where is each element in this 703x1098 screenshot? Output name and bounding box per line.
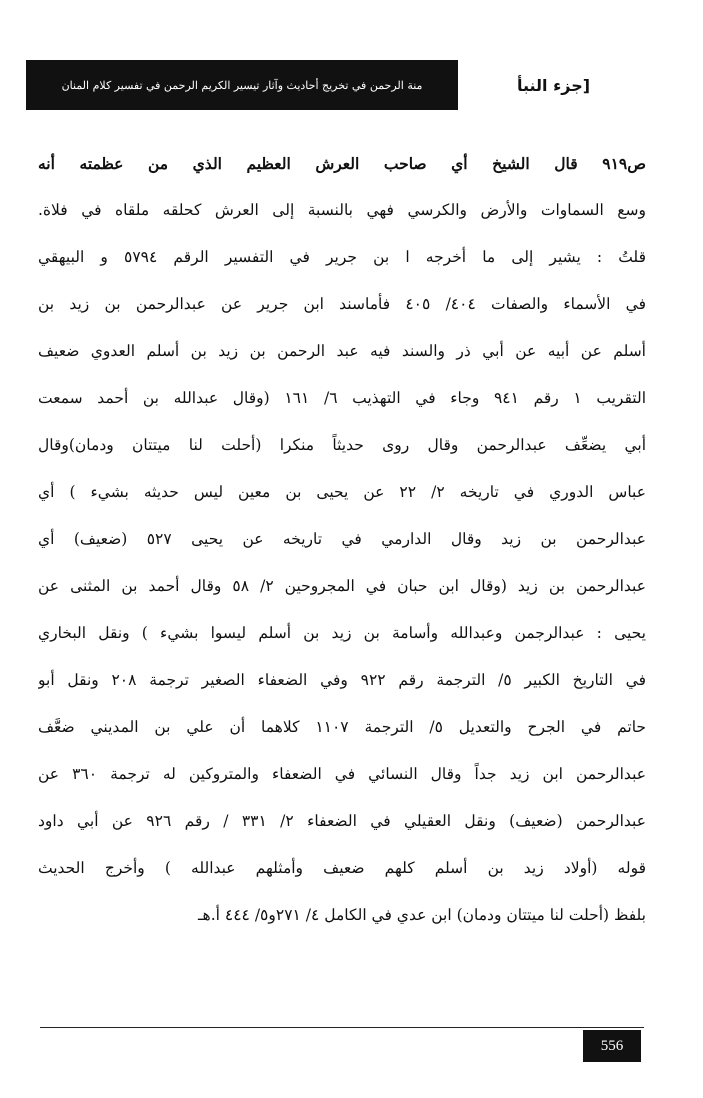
text-line: قلتُ : يشير إلى ما أخرجه ا بن جرير في التفسير الرقم ٥٧٩٤ و البيهقي [38,248,646,266]
text-line: التقريب ١ رقم ٩٤١ وجاء في التهذيب ٦/ ١٦١ (وقال عبدالله بن أحمد سمعت [38,389,646,407]
part-label: [جزء النبأ [516,75,591,95]
text-line: بلفظ (أحلت لنا ميتتان ودمان) ابن عدي في الكامل ٤/ ٢٧١و٥/ ٤٤٤ أ.هـ [198,906,646,924]
text-line: يحيى : عبدالرجمن وعبدالله وأسامة بن زيد بن أسلم ليسوا بشيء ) ونقل البخاري [38,624,646,642]
text-line: أبي يضعِّف عبدالرحمن وقال روى حديثاً منكرا (أحلت لنا ميتتان ودمان)وقال [38,436,646,454]
text-line: عباس الدوري في تاريخه ٢/ ٢٢ عن يحيى بن معين ليس حديثه بشيء ) أي [38,483,646,501]
text-line: قوله (أولاد زيد بن أسلم كلهم ضعيف وأمثلهم عبدالله ) وأخرج الحديث [38,859,646,877]
page-number: 556 [583,1030,641,1062]
book-title-banner: منة الرحمن في تخريج أحاديث وآثار تيسير الكريم الرحمن في تفسير كلام المنان [26,60,458,110]
footer-divider [40,1027,644,1028]
text-line: أسلم عن أبيه عن أبي ذر والسند فيه عبد الرحمن بن زيد بن أسلم العدوي ضعيف [38,342,646,360]
text-line: حاتم في الجرح والتعديل ٥/ الترجمة ١١٠٧ كلاهما أن علي بن المديني ضعَّف [38,718,646,736]
text-line: ص٩١٩ قال الشيخ أي صاحب العرش العظيم الذي من عظمته أنه [38,154,646,173]
text-line: وسع السماوات والأرض والكرسي فهي بالنسبة إلى العرش كحلقه ملقاه في فلاة. [38,201,646,219]
page-header [26,60,649,110]
text-line: في الأسماء والصفات ٤٠٤/ ٤٠٥ فأماسند ابن جرير عن عبدالرحمن بن زيد بن [38,295,646,313]
page-body [38,140,646,939]
text-line: عبدالرحمن (ضعيف) ونقل العقيلي في الضعفاء ٢/ ٣٣١ / رقم ٩٢٦ عن أبي داود [38,812,646,830]
text-line: عبدالرحمن بن زيد وقال الدارمي في تاريخه عن يحيى ٥٢٧ (ضعيف) أي [38,530,646,548]
text-line: عبدالرحمن ابن زيد جداً وقال النسائي في الضعفاء والمتروكين له ترجمة ٣٦٠ عن [38,765,646,783]
text-line: عبدالرحمن بن زيد (وقال ابن حبان في المجروحين ٢/ ٥٨ وقال أحمد بن المثنى عن [38,577,646,595]
text-line: في التاريخ الكبير ٥/ الترجمة رقم ٩٢٢ وفي الضعفاء الصغير ترجمة ٢٠٨ ونقل أبو [38,671,646,689]
